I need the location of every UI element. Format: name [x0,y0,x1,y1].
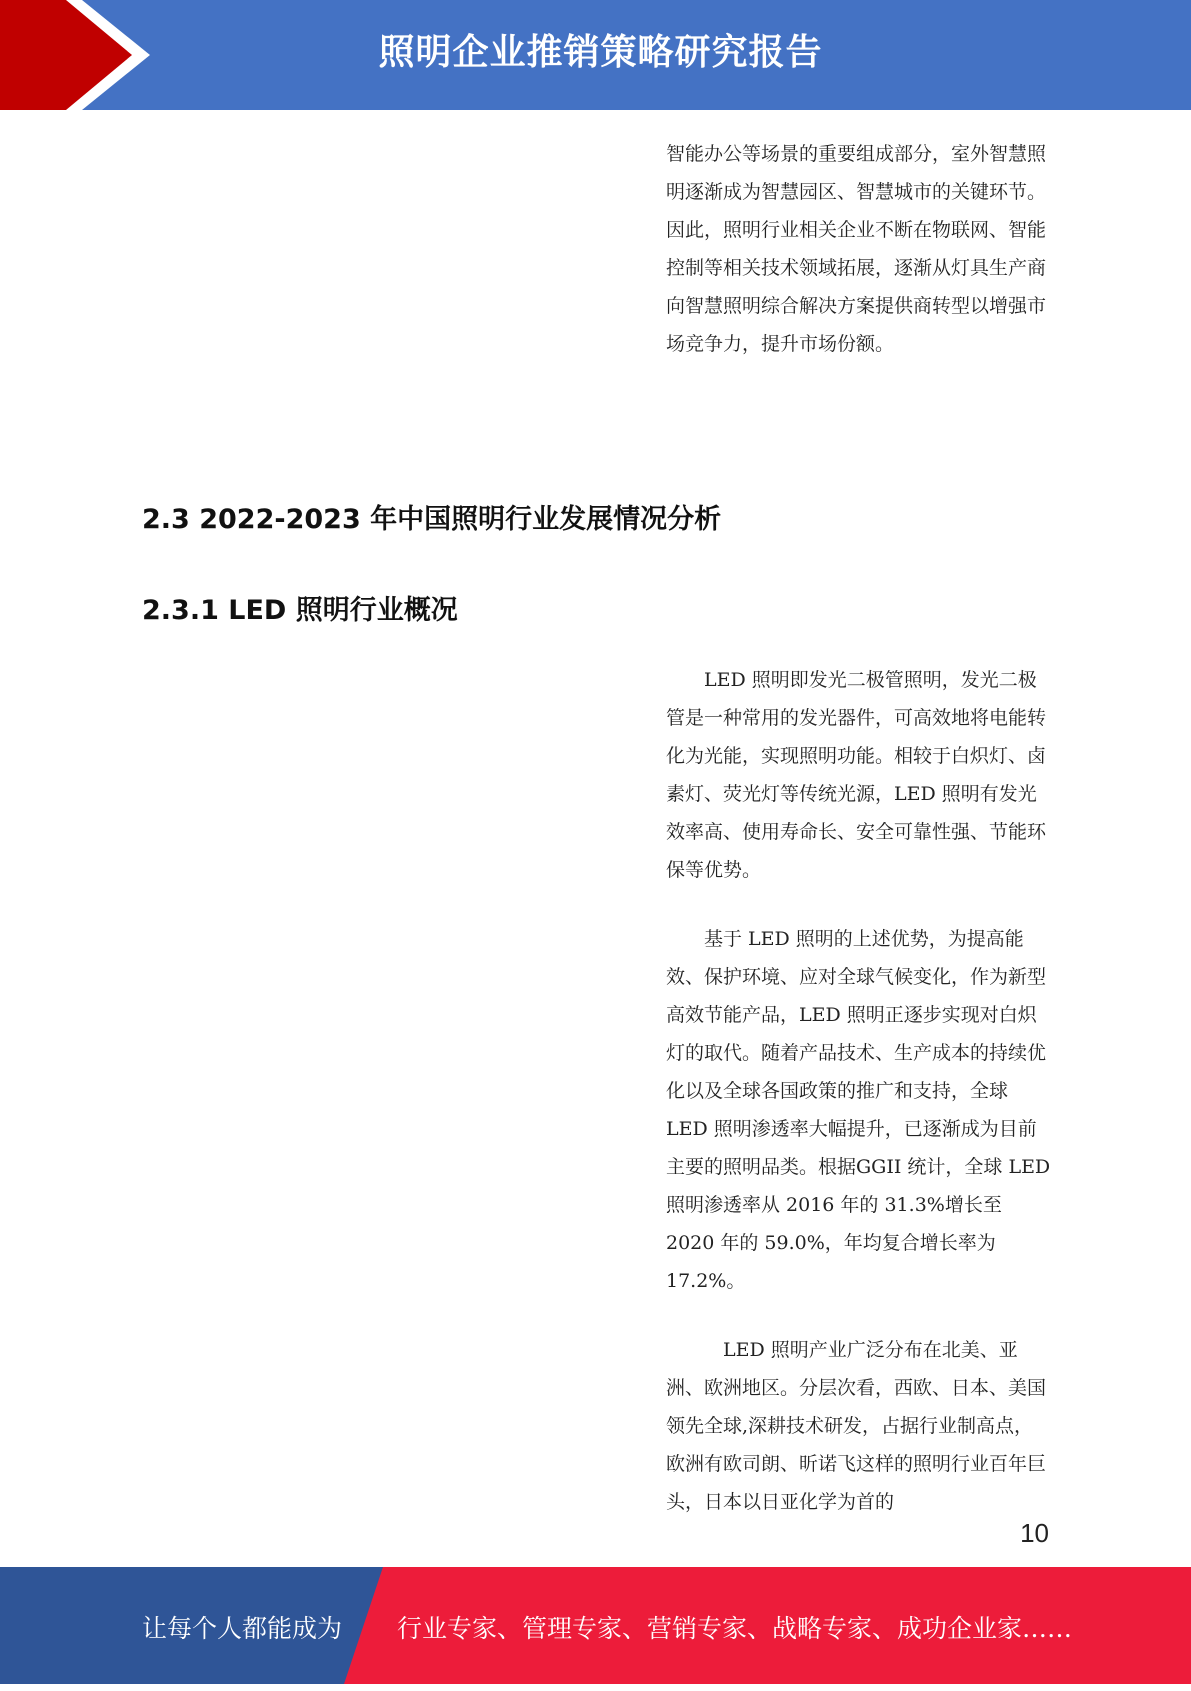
section-heading-2-3-1: 2.3.1 LED 照明行业概况 [142,595,458,626]
footer-slogan-right: 行业专家、管理专家、营销专家、战略专家、成功企业家…… [397,1614,1073,1643]
report-title: 照明企业推销策略研究报告 [378,32,823,73]
paragraph-intro: 智能办公等场景的重要组成部分，室外智慧照明逐渐成为智慧园区、智慧城市的关键环节。因此，照明行业相关企业不断在物联网、智能控制等相关技术领域拓展，逐渐从灯具生产商向智慧照明综合解决方案提供商转型以增强市场竞争力，提升市场份额。 [666,143,1047,355]
page-footer [0,1567,1191,1684]
footer-slogan-left: 让每个人都能成为 [142,1614,343,1643]
section-heading-2-3: 2.3 2022-2023 年中国照明行业发展情况分析 [142,504,722,535]
page-number: 10 [1020,1518,1049,1548]
paragraph-led-distribution: LED 照明产业广泛分布在北美、亚洲、欧洲地区。分层次看，西欧、日本、美国领先全球,深耕技术研发，占据行业制高点，欧洲有欧司朗、昕诺飞这样的照明行业百年巨头，日本以日亚化学为首的 [666,1339,1047,1513]
page-header [0,0,1191,110]
paragraph-led-advantages: 基于 LED 照明的上述优势，为提高能效、保护环境、应对全球气候变化，作为新型高效节能产品，LED 照明正逐步实现对白炽灯的取代。随着产品技术、生产成本的持续优化以及全球各国政策的推广和支持，全球 LED 照明渗透率大幅提升，已逐渐成为目前主要的照明品类。根据GGII 统计，全球 LED 照明渗透率从 2016 年的 31.3%增长至 2020 年的 59.0%，年均复合增长率为 17.2%。 [666,928,1051,1292]
paragraph-led-definition: LED 照明即发光二极管照明，发光二极管是一种常用的发光器件，可高效地将电能转化为光能，实现照明功能。相较于白炽灯、卤素灯、荧光灯等传统光源，LED 照明有发光效率高、使用寿命长、安全可靠性强、节能环保等优势。 [666,669,1047,881]
